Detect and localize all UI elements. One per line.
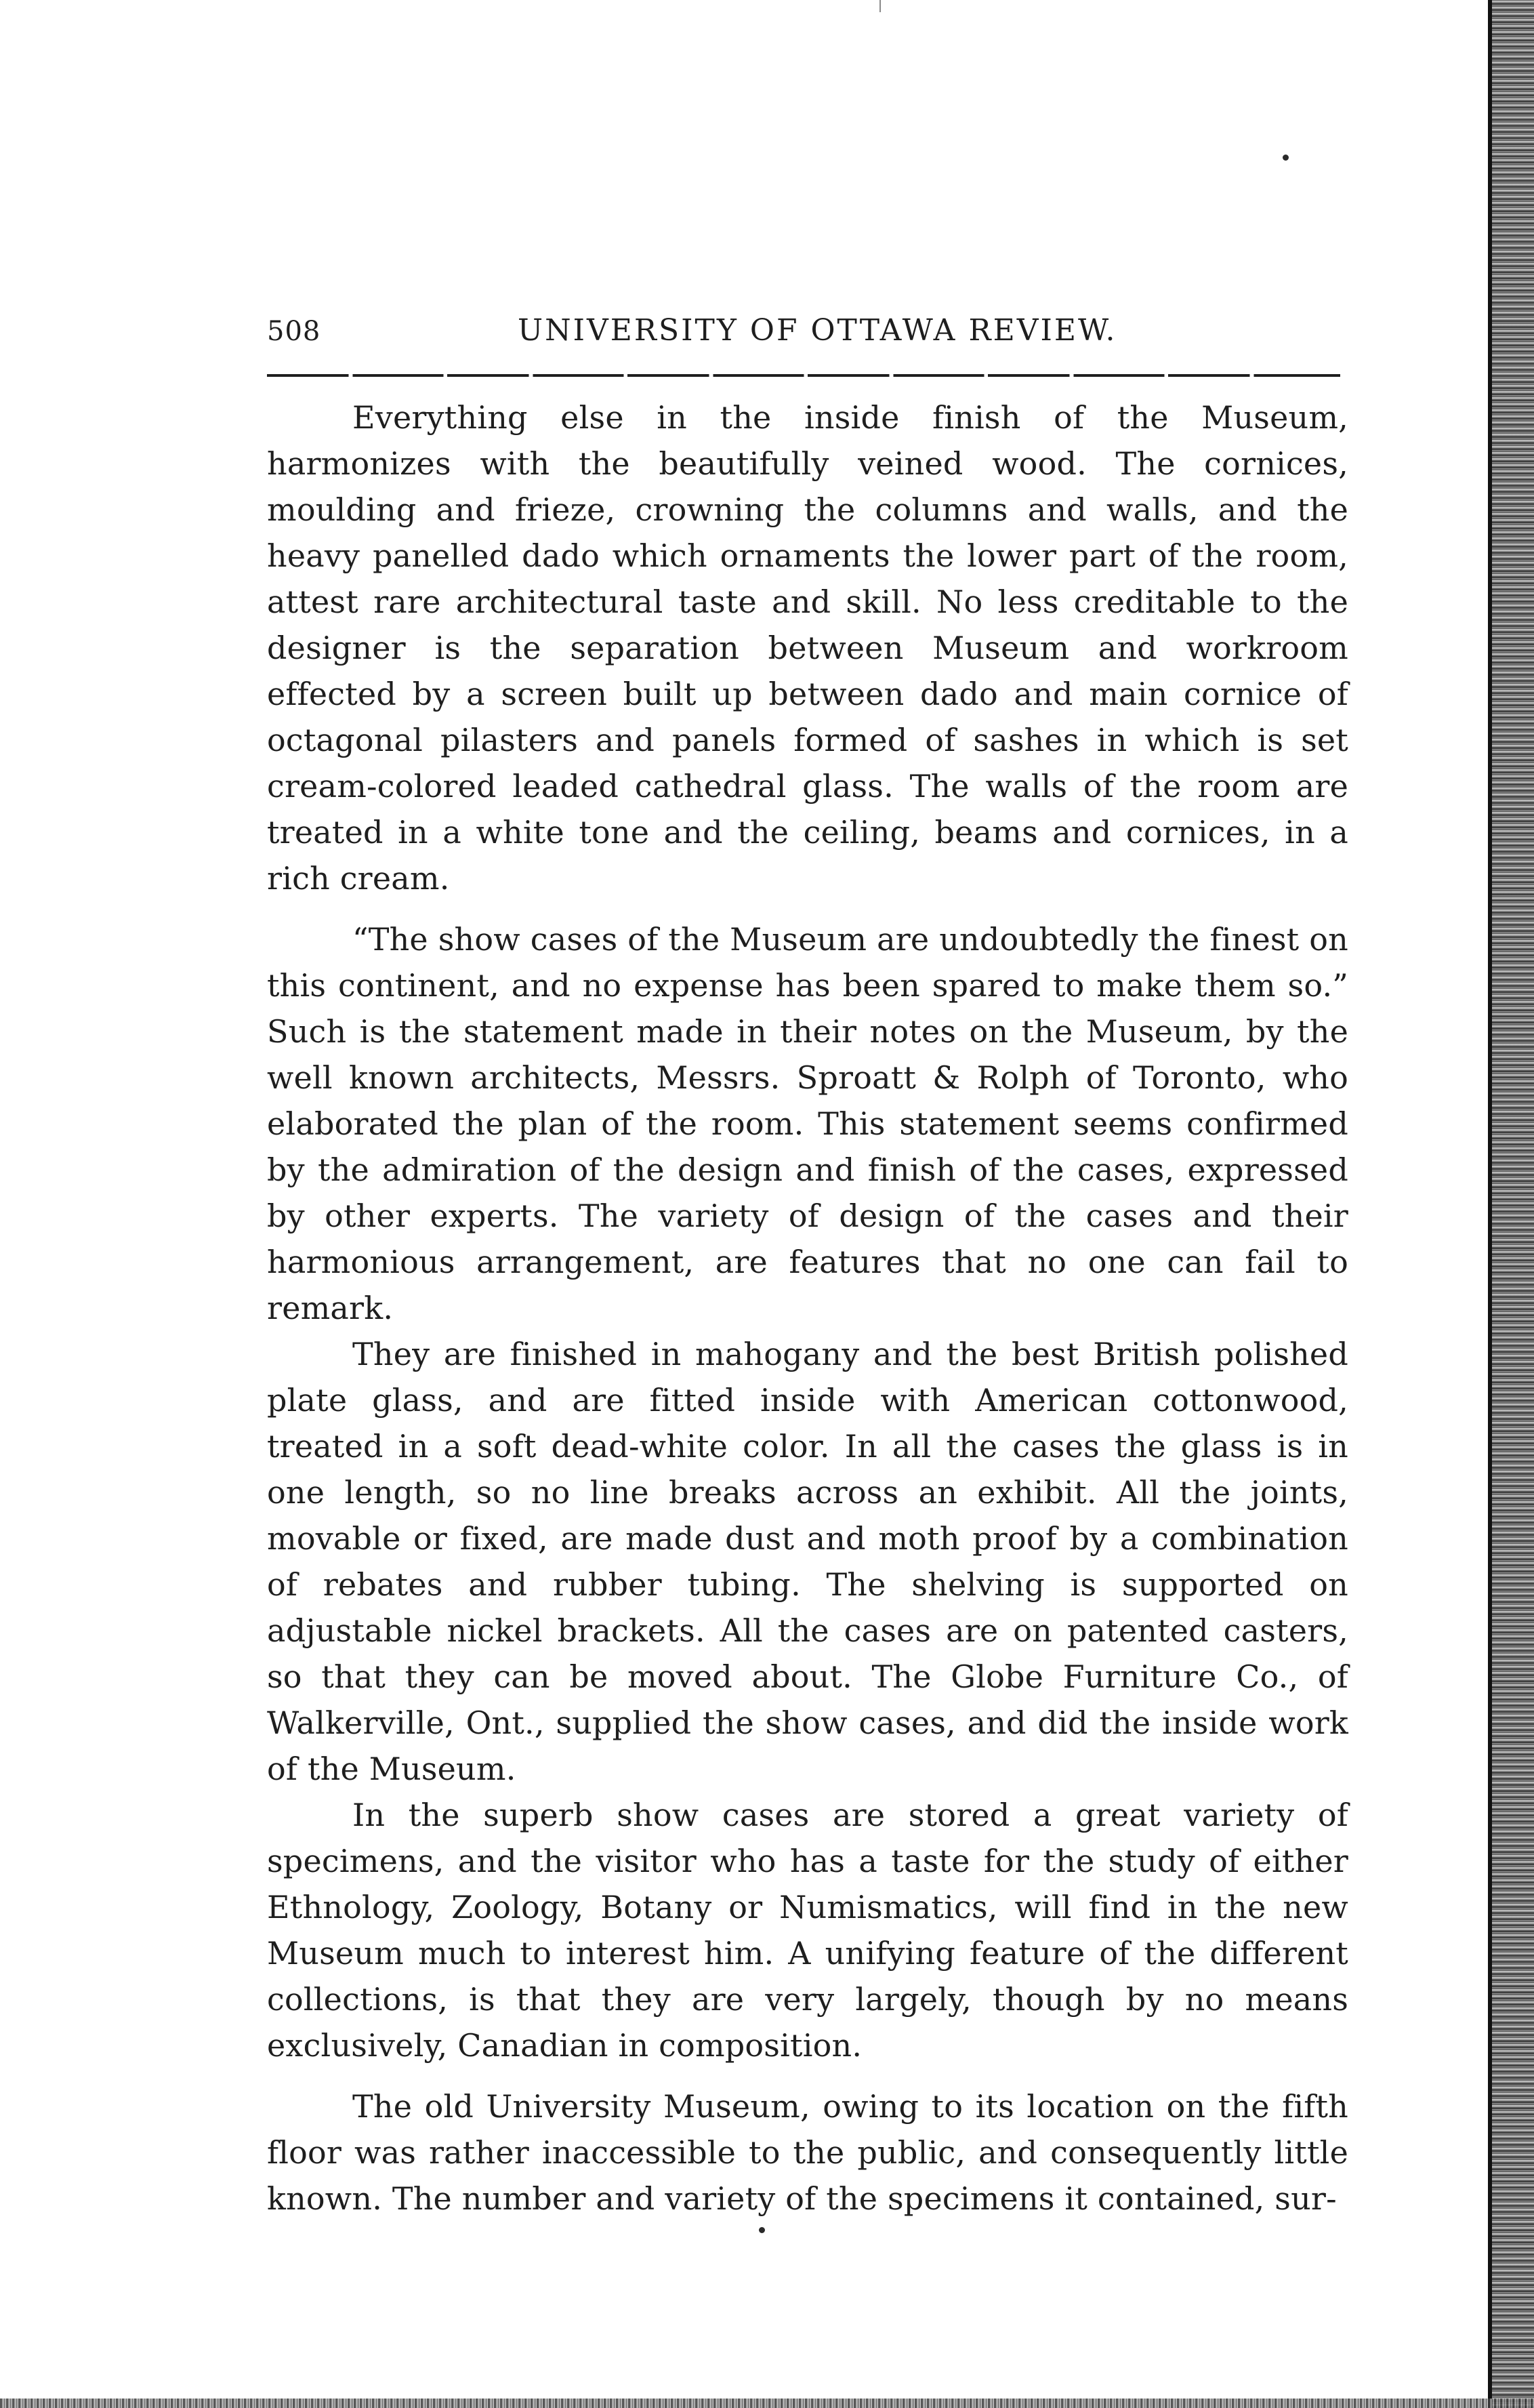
paragraph-show-cases-quote: “The show cases of the Museum are undoubtedly the finest on this continent, and no expense has been spared to make them so.” Such is the statement made in their notes on the Museum, by the well known architects, Messrs. Sproatt & Rolph of Toronto, who elaborated the plan of the room. This statement seems confirmed by the admiration of the design and finish of the cases, expressed by other experts. The variety of design of the cases and their harmonious arrangement, are features that no one can fail to remark. — [267, 921, 1348, 1326]
scan-speck — [759, 2227, 765, 2233]
scan-edge-bottom — [0, 2399, 1534, 2408]
running-head — [267, 313, 1340, 354]
scan-speck — [1283, 155, 1289, 161]
scan-edge-right — [1492, 0, 1534, 2408]
paragraph-museum-finish: Everything else in the inside finish of the Museum, harmonizes with the beautifully veined wood. The cornices, moulding and frieze, crowning the columns and walls, and the heavy panelled dado which ornaments the lower part of the room, attest rare architectural taste and skill. No less creditable to the designer is the separation between Museum and workroom effected by a screen built up between dado and main cornice of octagonal pilasters and panels formed of sashes in which is set cream-colored leaded cathedral glass. The walls of the room are treated in a white tone and the ceiling, beams and cornices, in a rich cream. — [267, 399, 1348, 897]
paragraph-case-construction: They are finished in mahogany and the best British polished plate glass, and are fitted inside with American cottonwood, treated in a soft dead-white color. In all the cases the glass is in one length, so no line breaks across an exhibit. All the joints, movable or fixed, are made dust and moth proof by a combination of rebates and rubber tubing. The shelving is supported on adjustable nickel brackets. All the cases are on patented casters, so that they can be moved about. The Globe Furniture Co., of Walkerville, Ont., supplied the show cases, and did the inside work of the Museum. — [267, 1336, 1348, 1787]
journal-title: UNIVERSITY OF OTTAWA REVIEW. — [518, 313, 1117, 348]
header-rule — [267, 374, 1340, 377]
scan-edge-shadow — [1488, 0, 1492, 2408]
paragraph-old-museum: The old University Museum, owing to its location on the fifth floor was rather inaccessible to the public, and consequently little known. The number and variety of the specimens it contained, sur- — [267, 2088, 1348, 2217]
page-number: 508 — [267, 316, 321, 347]
scan-mark — [879, 0, 881, 12]
paragraph-specimens: In the superb show cases are stored a great variety of specimens, and the visitor who has a taste for the study of either Ethnology, Zoology, Botany or Numismatics, will find in the new Museum much to interest him. A unifying feature of the different collections, is that they are very largely, though by no means exclusively, Canadian in composition. — [267, 1797, 1348, 2064]
article-body — [267, 394, 1348, 2222]
